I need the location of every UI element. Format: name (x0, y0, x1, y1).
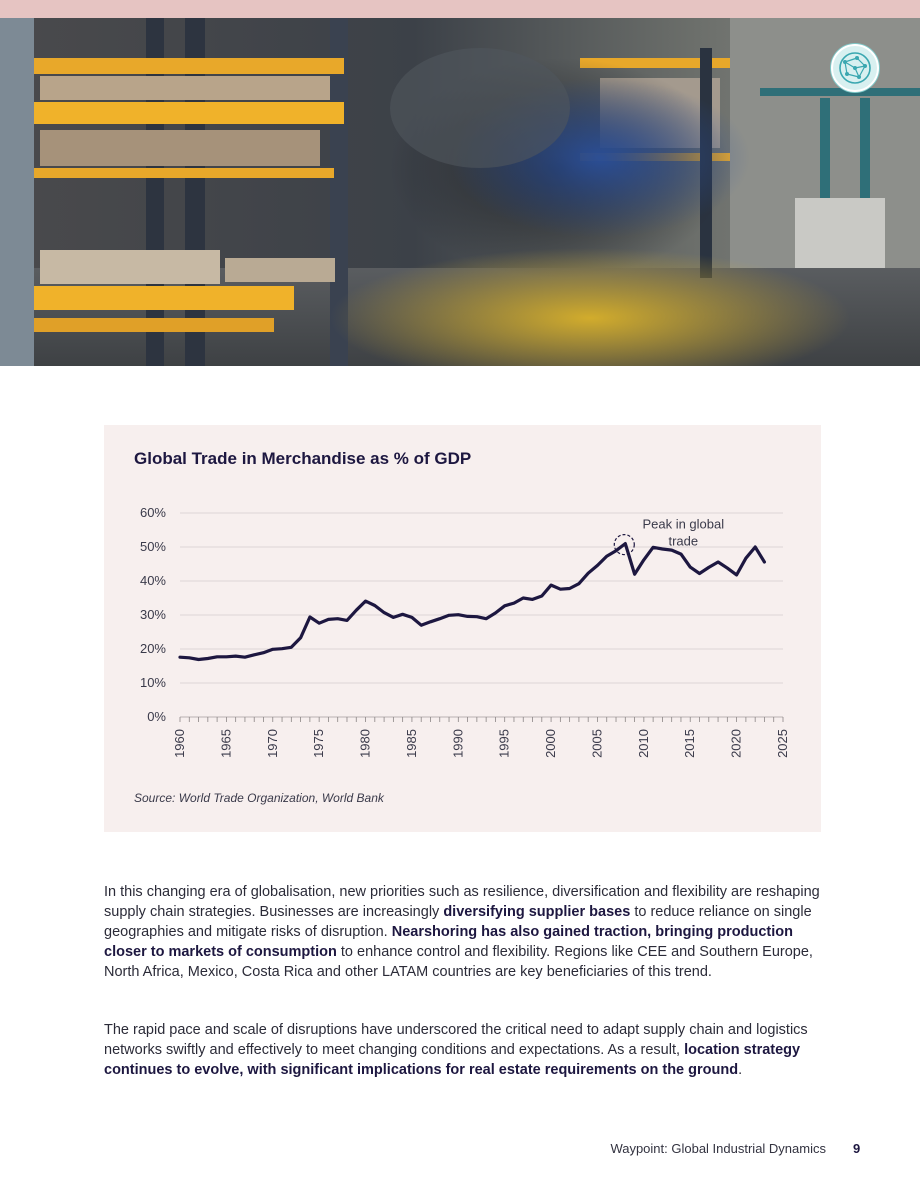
x-tick-label: 1970 (264, 729, 280, 758)
x-tick-label: 1975 (311, 729, 327, 758)
body-paragraph-2: The rapid pace and scale of disruptions have underscored the critical need to adapt supply chain and logistics networks swiftly and effectively to meet changing conditions and expectations. As a result, location strategy continues to evolve, with significant implications for real estate requirements on the ground. (104, 1022, 808, 1078)
x-tick-label: 1980 (357, 729, 373, 758)
line-chart (104, 425, 821, 785)
y-tick-label: 10% (139, 675, 166, 690)
x-tick-label: 1985 (403, 729, 419, 758)
x-axis-ticks (172, 717, 790, 758)
footer-publication-title: Waypoint: Global Industrial Dynamics (610, 1141, 826, 1156)
chart-source: Source: World Trade Organization, World Bank (134, 791, 384, 805)
annotation-text-line2: trade (668, 533, 699, 549)
y-tick-label: 20% (139, 641, 166, 656)
top-color-band (0, 0, 920, 18)
x-tick-label: 2015 (682, 729, 698, 758)
y-tick-label: 0% (147, 709, 166, 724)
chart-title: Global Trade in Merchandise as % of GDP (134, 449, 472, 468)
chart-series (180, 544, 764, 660)
y-tick-label: 30% (139, 607, 166, 622)
x-tick-label: 1960 (172, 729, 187, 758)
x-tick-label: 1965 (218, 729, 234, 758)
x-tick-label: 2020 (728, 729, 744, 758)
footer-page-number: 9 (853, 1141, 861, 1156)
warehouse-hero-image (0, 18, 920, 366)
x-tick-label: 1990 (450, 729, 466, 758)
trade-chart-panel (104, 425, 821, 832)
x-tick-label: 1995 (496, 729, 512, 758)
globe-network-icon (831, 44, 879, 92)
x-tick-label: 2000 (543, 729, 559, 758)
body-paragraph-1: In this changing era of globalisation, new priorities such as resilience, diversification and flexibility are reshaping supply chain strategies. Businesses are increasingly diversifying supplier bases to reduce reliance on single geographies and mitigate risks of disruption. Nearshoring has also gained traction, bringing production closer to markets of consumption to enhance control and flexibility. Regions like CEE and Southern Europe, North Africa, Mexico, Costa Rica and other LATAM countries are key beneficiaries of this trend. (104, 884, 820, 980)
y-axis-ticks (140, 505, 166, 724)
x-tick-label: 2025 (775, 729, 790, 758)
y-tick-label: 60% (139, 505, 166, 520)
y-tick-label: 50% (139, 539, 166, 554)
series-line-trade (180, 544, 764, 660)
x-tick-label: 2010 (635, 729, 651, 758)
x-tick-label: 2005 (589, 729, 605, 758)
annotation-text-line1: Peak in global (642, 516, 725, 532)
y-tick-label: 40% (139, 573, 166, 588)
